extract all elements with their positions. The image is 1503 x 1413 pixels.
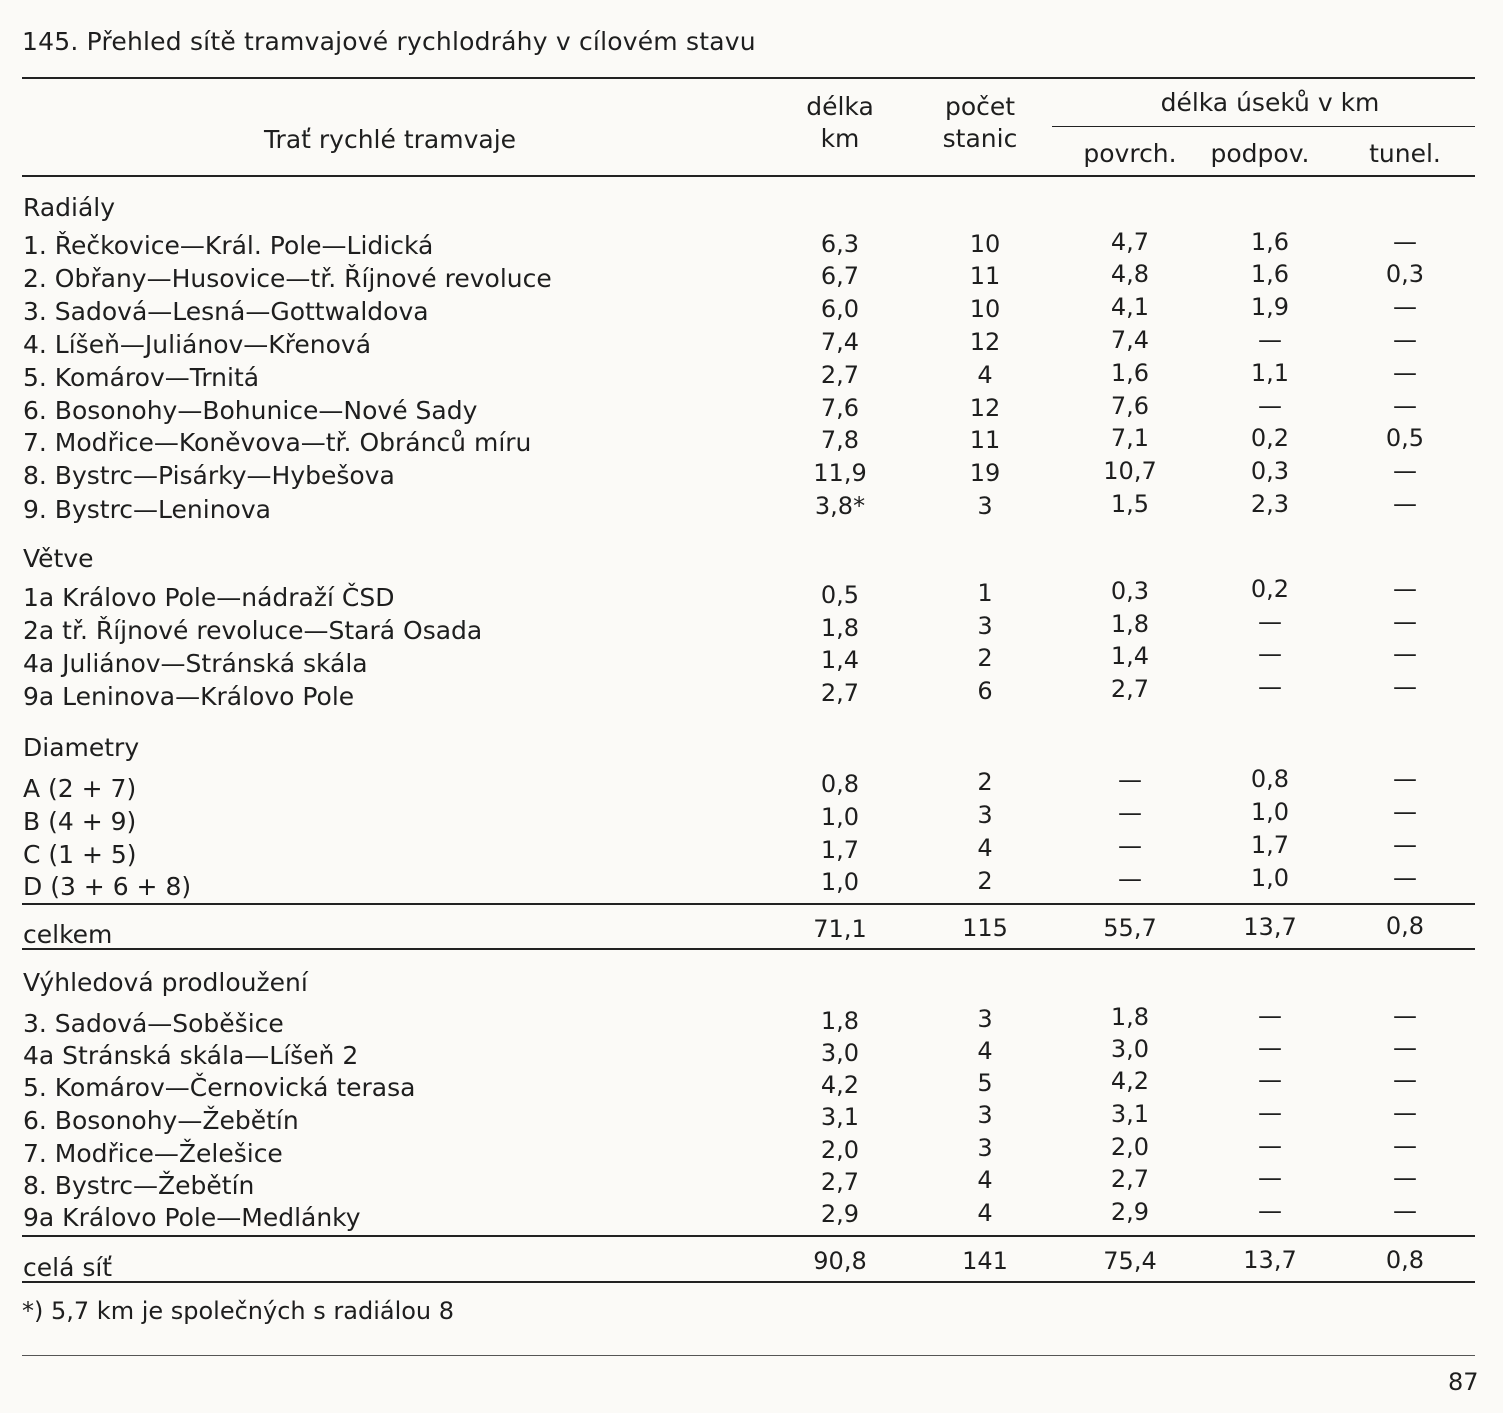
stations-value: 115 — [962, 914, 1008, 942]
tunnel-value: — — [1393, 457, 1417, 485]
tunnel-value: — — [1393, 864, 1417, 892]
tunnel-value: 0,8 — [1385, 912, 1425, 940]
length-value: 90,8 — [813, 1247, 867, 1275]
tunnel-value: — — [1393, 1099, 1417, 1127]
surface-value: — — [1118, 865, 1142, 893]
surface-value: 2,0 — [1110, 1133, 1150, 1161]
row-label: 8. Bystrc—Pisárky—Hybešova — [23, 461, 395, 490]
underpass-value: — — [1258, 392, 1282, 420]
underpass-value: 1,7 — [1250, 831, 1290, 859]
length-value: 1,0 — [820, 868, 860, 896]
length-value: 71,1 — [813, 915, 867, 943]
length-value: 7,4 — [820, 328, 860, 356]
section-title: Diametry — [23, 733, 140, 762]
length-value: 7,6 — [820, 394, 860, 422]
row-label: 1a Královo Pole—nádraží ČSD — [23, 583, 395, 612]
row-label: 9a Leninova—Královo Pole — [23, 682, 355, 711]
tunnel-value: — — [1393, 1164, 1417, 1192]
stations-value: 10 — [969, 295, 1001, 323]
surface-value: 2,7 — [1110, 675, 1150, 703]
underpass-value: — — [1258, 1132, 1282, 1160]
stations-value: 6 — [977, 677, 993, 705]
underpass-value: — — [1258, 608, 1282, 636]
header-length-line2: km — [820, 124, 860, 153]
surface-value: 1,6 — [1110, 359, 1150, 387]
underpass-value: — — [1258, 673, 1282, 701]
surface-value: 2,9 — [1110, 1198, 1150, 1226]
tunnel-value: 0,8 — [1385, 1246, 1425, 1274]
row-label: 6. Bosonohy—Bohunice—Nové Sady — [23, 396, 478, 425]
tunnel-value: — — [1393, 293, 1417, 321]
stations-value: 4 — [977, 361, 993, 389]
header-route: Trať rychlé tramvaje — [263, 125, 517, 154]
grand-total-bottom-rule — [22, 1281, 1475, 1283]
length-value: 2,7 — [820, 1168, 860, 1196]
tunnel-value: 0,5 — [1385, 424, 1425, 452]
row-label: 5. Komárov—Černovická terasa — [23, 1073, 416, 1102]
tunnel-value: — — [1393, 326, 1417, 354]
tunnel-value: — — [1393, 1002, 1417, 1030]
surface-value: 4,8 — [1110, 260, 1150, 288]
footnote: *) 5,7 km je společných s radiálou 8 — [22, 1297, 455, 1325]
header-stations-line2: stanic — [942, 124, 1018, 153]
row-label: A (2 + 7) — [23, 774, 137, 803]
row-label: 4. Líšeň—Juliánov—Křenová — [23, 330, 372, 359]
stations-value: 3 — [977, 1134, 993, 1162]
surface-value: — — [1118, 832, 1142, 860]
surface-value: — — [1118, 799, 1142, 827]
underpass-value: 0,2 — [1250, 424, 1290, 452]
stations-value: 3 — [977, 1101, 993, 1129]
stations-value: 2 — [977, 768, 993, 796]
page-bottom-rule — [22, 1355, 1475, 1356]
header-underpass: podpov. — [1210, 139, 1310, 168]
header-tunnel: tunel. — [1369, 139, 1441, 168]
stations-value: 3 — [977, 492, 993, 520]
tunnel-value: — — [1393, 392, 1417, 420]
surface-value: 4,7 — [1110, 228, 1150, 256]
length-value: 1,0 — [820, 803, 860, 831]
section-title: Výhledová prodloužení — [23, 968, 308, 997]
length-value: 3,8* — [814, 492, 866, 520]
underpass-value: 1,0 — [1250, 864, 1290, 892]
sections-subheader-rule — [1052, 126, 1475, 127]
length-value: 2,9 — [820, 1200, 860, 1228]
tunnel-value: — — [1393, 798, 1417, 826]
row-label: 1. Řečkovice—Král. Pole—Lidická — [23, 231, 434, 260]
surface-value: 0,3 — [1110, 577, 1150, 605]
stations-value: 141 — [962, 1247, 1008, 1275]
stations-value: 3 — [977, 612, 993, 640]
surface-value: 1,8 — [1110, 610, 1150, 638]
total-top-rule — [22, 903, 1475, 905]
header-length-line1: délka — [806, 92, 874, 121]
surface-value: 1,8 — [1110, 1003, 1150, 1031]
underpass-value: 1,9 — [1250, 293, 1290, 321]
stations-value: 19 — [969, 459, 1001, 487]
tunnel-value: — — [1393, 831, 1417, 859]
surface-value: 7,1 — [1110, 424, 1150, 452]
underpass-value: — — [1258, 640, 1282, 668]
surface-value: 55,7 — [1103, 914, 1157, 942]
underpass-value: 1,6 — [1250, 228, 1290, 256]
stations-value: 4 — [977, 834, 993, 862]
surface-value: 4,2 — [1110, 1067, 1150, 1095]
tunnel-value: — — [1393, 490, 1417, 518]
total-label: celkem — [23, 920, 113, 949]
surface-value: 1,5 — [1110, 490, 1150, 518]
grand-total-label: celá síť — [23, 1253, 113, 1282]
tunnel-value: — — [1393, 608, 1417, 636]
underpass-value: 2,3 — [1250, 490, 1290, 518]
row-label: 4a Stránská skála—Líšeň 2 — [23, 1041, 359, 1070]
row-label: 7. Modřice—Želešice — [23, 1139, 283, 1168]
header-sections: délka úseků v km — [1160, 88, 1380, 117]
length-value: 4,2 — [820, 1071, 860, 1099]
header-bottom-rule — [22, 175, 1475, 177]
surface-value: 3,1 — [1110, 1100, 1150, 1128]
tunnel-value: — — [1393, 359, 1417, 387]
underpass-value: 0,2 — [1250, 575, 1290, 603]
surface-value: 3,0 — [1110, 1035, 1150, 1063]
length-value: 0,5 — [820, 581, 860, 609]
stations-value: 10 — [969, 230, 1001, 258]
row-label: 8. Bystrc—Žebětín — [23, 1171, 255, 1200]
tunnel-value: — — [1393, 575, 1417, 603]
length-value: 1,8 — [820, 1007, 860, 1035]
underpass-value: 1,1 — [1250, 359, 1290, 387]
length-value: 3,0 — [820, 1039, 860, 1067]
row-label: 5. Komárov—Trnitá — [23, 363, 260, 392]
stations-value: 1 — [977, 579, 993, 607]
row-label: B (4 + 9) — [23, 807, 137, 836]
length-value: 6,3 — [820, 230, 860, 258]
length-value: 2,7 — [820, 361, 860, 389]
underpass-value: 0,8 — [1250, 765, 1290, 793]
underpass-value: 13,7 — [1243, 913, 1297, 941]
length-value: 6,7 — [820, 262, 860, 290]
underpass-value: — — [1258, 326, 1282, 354]
length-value: 3,1 — [820, 1103, 860, 1131]
length-value: 7,8 — [820, 426, 860, 454]
stations-value: 4 — [977, 1037, 993, 1065]
underpass-value: — — [1258, 1164, 1282, 1192]
top-rule — [22, 77, 1475, 79]
row-label: 2. Obřany—Husovice—tř. Říjnové revoluce — [23, 264, 552, 293]
header-stations-line1: počet — [944, 92, 1016, 121]
tunnel-value: — — [1393, 1066, 1417, 1094]
underpass-value: — — [1258, 1099, 1282, 1127]
tunnel-value: — — [1393, 228, 1417, 256]
stations-value: 12 — [969, 394, 1001, 422]
underpass-value: 0,3 — [1250, 457, 1290, 485]
length-value: 2,0 — [820, 1136, 860, 1164]
header-surface: povrch. — [1083, 139, 1177, 168]
length-value: 1,8 — [820, 614, 860, 642]
surface-value: 10,7 — [1103, 457, 1157, 485]
row-label: D (3 + 6 + 8) — [23, 872, 192, 901]
table-caption: 145. Přehled sítě tramvajové rychlodráhy v cílovém stavu — [22, 27, 756, 56]
underpass-value: 1,6 — [1250, 260, 1290, 288]
underpass-value: 13,7 — [1243, 1246, 1297, 1274]
surface-value: 2,7 — [1110, 1165, 1150, 1193]
row-label: 7. Modřice—Koněvova—tř. Obránců míru — [23, 428, 532, 457]
row-label: 9. Bystrc—Leninova — [23, 495, 271, 524]
stations-value: 2 — [977, 644, 993, 672]
stations-value: 12 — [969, 328, 1001, 356]
surface-value: 7,4 — [1110, 326, 1150, 354]
tunnel-value: — — [1393, 640, 1417, 668]
length-value: 0,8 — [820, 770, 860, 798]
length-value: 2,7 — [820, 679, 860, 707]
tunnel-value: — — [1393, 673, 1417, 701]
section-title: Radiály — [23, 193, 116, 222]
stations-value: 11 — [969, 426, 1001, 454]
section-title: Větve — [23, 544, 94, 573]
row-label: 4a Juliánov—Stránská skála — [23, 649, 368, 678]
underpass-value: — — [1258, 1197, 1282, 1225]
stations-value: 4 — [977, 1199, 993, 1227]
length-value: 1,4 — [820, 646, 860, 674]
stations-value: 5 — [977, 1069, 993, 1097]
length-value: 11,9 — [813, 459, 867, 487]
page-number: 87 — [1448, 1368, 1479, 1396]
tunnel-value: — — [1393, 1034, 1417, 1062]
underpass-value: — — [1258, 1002, 1282, 1030]
underpass-value: — — [1258, 1034, 1282, 1062]
tunnel-value: — — [1393, 1197, 1417, 1225]
tunnel-value: — — [1393, 1132, 1417, 1160]
total-bottom-rule — [22, 948, 1475, 950]
row-label: 3. Sadová—Lesná—Gottwaldova — [23, 297, 429, 326]
surface-value: 75,4 — [1103, 1247, 1157, 1275]
stations-value: 11 — [969, 262, 1001, 290]
tunnel-value: — — [1393, 765, 1417, 793]
stations-value: 4 — [977, 1166, 993, 1194]
row-label: 9a Královo Pole—Medlánky — [23, 1203, 361, 1232]
surface-value: 4,1 — [1110, 293, 1150, 321]
surface-value: — — [1118, 766, 1142, 794]
row-label: 2a tř. Říjnové revoluce—Stará Osada — [23, 616, 483, 645]
underpass-value: — — [1258, 1066, 1282, 1094]
length-value: 1,7 — [820, 836, 860, 864]
stations-value: 3 — [977, 801, 993, 829]
grand-total-top-rule — [22, 1235, 1475, 1237]
underpass-value: 1,0 — [1250, 798, 1290, 826]
length-value: 6,0 — [820, 295, 860, 323]
row-label: 6. Bosonohy—Žebětín — [23, 1106, 299, 1135]
stations-value: 2 — [977, 867, 993, 895]
surface-value: 1,4 — [1110, 642, 1150, 670]
stations-value: 3 — [977, 1005, 993, 1033]
row-label: C (1 + 5) — [23, 840, 137, 869]
tunnel-value: 0,3 — [1385, 260, 1425, 288]
surface-value: 7,6 — [1110, 392, 1150, 420]
row-label: 3. Sadová—Soběšice — [23, 1009, 284, 1038]
